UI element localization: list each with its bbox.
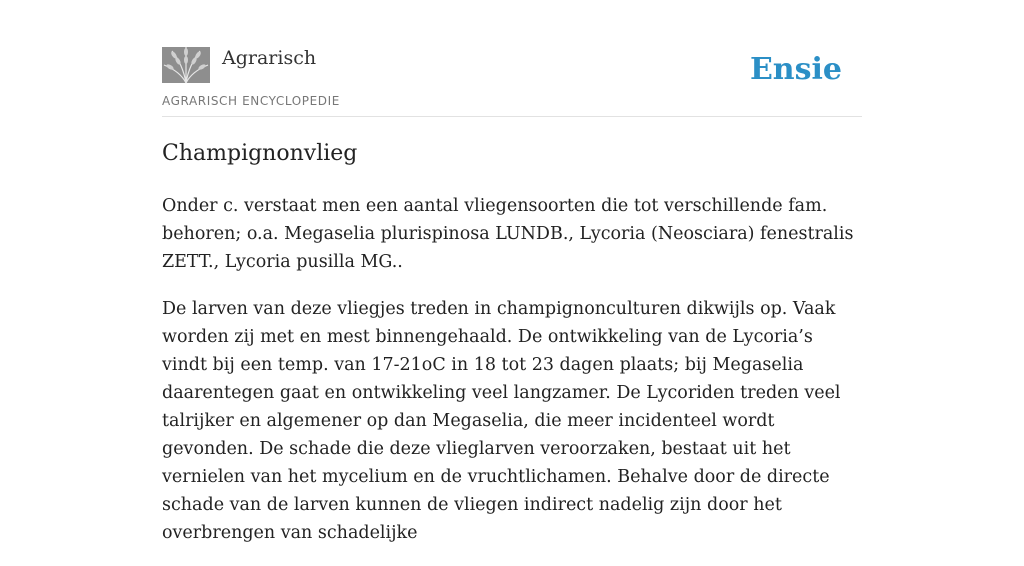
publication-subtitle: AGRARISCH ENCYCLOPEDIE — [162, 94, 340, 108]
site-header — [162, 46, 862, 117]
article-paragraph: Onder c. verstaat men een aantal vliegensoorten die tot verschillende fam. behoren; o.a. Megaselia plurispinosa LUNDB., Lycoria (Neosciara) fenestralis ZETT., Lycoria pusilla MG.. — [162, 196, 854, 272]
article-body — [162, 192, 862, 566]
publication-name[interactable]: Agrarisch — [222, 47, 317, 69]
article-paragraph: De larven van deze vliegjes treden in champignonculturen dikwijls op. Vaak worden zij met en mest binnengehaald. De ontwikkeling van de Lycoria’s vindt bij een temp. van 17-21oC in 18 tot 23 dagen plaats; bij Megaselia daarentegen gaat en ontwikkeling veel langzamer. De Lycoriden treden veel talrijker en algemener op dan Megaselia, die meer incidenteel wordt gevonden. De schade die deze vlieglarven veroorzaken, bestaat uit het vernielen van het mycelium en de vruchtlichamen. Behalve door de directe schade van de larven kunnen de vliegen indirect nadelig zijn door het overbrengen van schadelijke — [162, 299, 841, 543]
article-title: Champignonvlieg — [162, 141, 358, 166]
wheat-icon[interactable] — [162, 47, 210, 83]
brand-logo-link[interactable]: Ensie — [749, 52, 842, 87]
